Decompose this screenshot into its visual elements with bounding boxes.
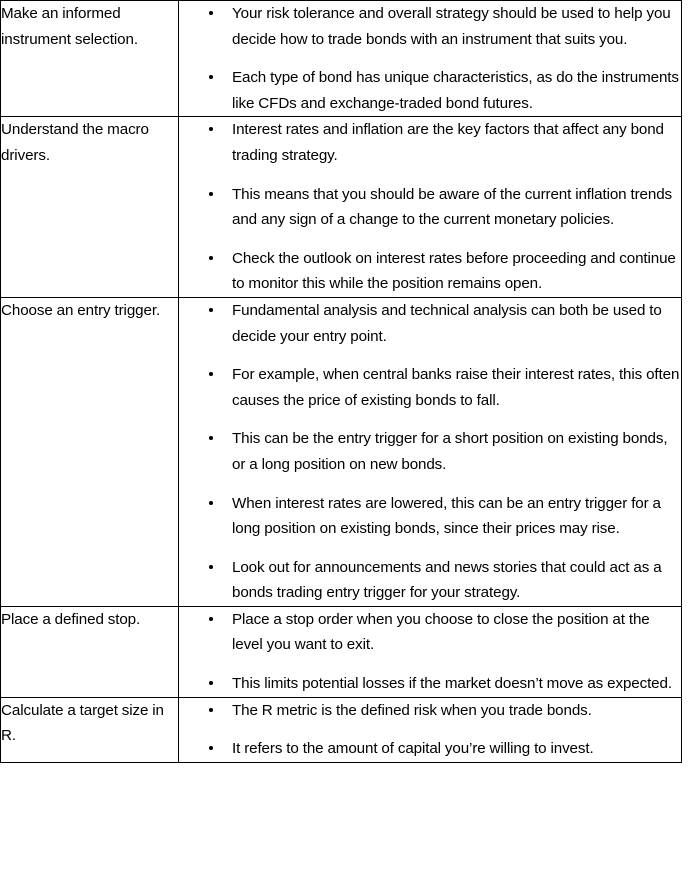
- bullet-point-icon: [209, 436, 213, 440]
- bullet-text: This limits potential losses if the market doesn’t move as expected.: [232, 675, 672, 693]
- bullet-list: [179, 698, 681, 762]
- bullet-point-icon: [209, 75, 213, 79]
- bullet-text: Your risk tolerance and overall strategy should be used to help you decide how to trade bonds with an instrument that suits you.: [232, 5, 671, 48]
- bullet-text: It refers to the amount of capital you’re willing to invest.: [232, 740, 594, 758]
- bullet-point-icon: [209, 501, 213, 505]
- list-item: [179, 246, 681, 297]
- bullet-list: [179, 607, 681, 697]
- step-cell: [1, 1, 179, 117]
- detail-cell: [179, 117, 682, 298]
- detail-cell: [179, 297, 682, 606]
- step-label: Understand the macro drivers.: [1, 121, 149, 164]
- detail-cell: [179, 697, 682, 762]
- step-cell: [1, 297, 179, 606]
- list-item: [179, 117, 681, 168]
- bullet-point-icon: [209, 127, 213, 131]
- table-row: [1, 697, 682, 762]
- bullet-list: [179, 1, 681, 116]
- list-item: [179, 491, 681, 542]
- bullet-text: Interest rates and inflation are the key factors that affect any bond trading strategy.: [232, 121, 664, 164]
- bullet-list: [179, 117, 681, 297]
- detail-cell: [179, 1, 682, 117]
- bullet-point-icon: [209, 11, 213, 15]
- list-item: [179, 65, 681, 116]
- detail-cell: [179, 606, 682, 697]
- bullet-text: Place a stop order when you choose to close the position at the level you want to exit.: [232, 610, 650, 654]
- bullet-text: When interest rates are lowered, this can be an entry trigger for a long position on existing bonds, since their prices may rise.: [232, 494, 661, 538]
- step-label: Place a defined stop.: [1, 610, 141, 628]
- bullet-point-icon: [209, 256, 213, 260]
- bullet-text: This means that you should be aware of the current inflation trends and any sign of a change to the current monetary policies.: [232, 185, 672, 229]
- bullet-text: For example, when central banks raise their interest rates, this often causes the price of existing bonds to fall.: [232, 366, 680, 409]
- list-item: [179, 298, 681, 349]
- table-row: [1, 297, 682, 606]
- step-label: Choose an entry trigger.: [1, 301, 161, 319]
- bullet-text: Each type of bond has unique characteristics, as do the instruments like CFDs and exchange-traded bond futures.: [232, 69, 679, 112]
- bullet-point-icon: [209, 746, 213, 750]
- bullet-point-icon: [209, 708, 213, 712]
- list-item: [179, 1, 681, 52]
- table-row: [1, 1, 682, 117]
- list-item: [179, 362, 681, 413]
- table-row: [1, 606, 682, 697]
- step-cell: [1, 697, 179, 762]
- step-label: Calculate a target size in R.: [1, 701, 164, 745]
- list-item: [179, 736, 681, 762]
- bullet-point-icon: [209, 372, 213, 376]
- list-item: [179, 698, 681, 724]
- bullet-point-icon: [209, 565, 213, 569]
- table-row: [1, 117, 682, 298]
- list-item: [179, 607, 681, 658]
- bullet-list: [179, 298, 681, 606]
- bullet-text: This can be the entry trigger for a short position on existing bonds, or a long position on new bonds.: [232, 430, 668, 473]
- step-label: Make an informed instrument selection.: [1, 5, 138, 48]
- steps-table-body: [1, 1, 682, 763]
- bullet-text: The R metric is the defined risk when you trade bonds.: [232, 701, 592, 719]
- bullet-point-icon: [209, 192, 213, 196]
- bullet-point-icon: [209, 617, 213, 621]
- list-item: [179, 182, 681, 233]
- list-item: [179, 426, 681, 477]
- bullet-text: Check the outlook on interest rates before proceeding and continue to monitor this while the position remains open.: [232, 249, 676, 293]
- bullet-text: Fundamental analysis and technical analysis can both be used to decide your entry point.: [232, 301, 662, 345]
- bullet-text: Look out for announcements and news stories that could act as a bonds trading entry trigger for your strategy.: [232, 558, 662, 602]
- bullet-point-icon: [209, 681, 213, 685]
- bullet-point-icon: [209, 308, 213, 312]
- step-cell: [1, 606, 179, 697]
- step-cell: [1, 117, 179, 298]
- list-item: [179, 671, 681, 697]
- list-item: [179, 555, 681, 606]
